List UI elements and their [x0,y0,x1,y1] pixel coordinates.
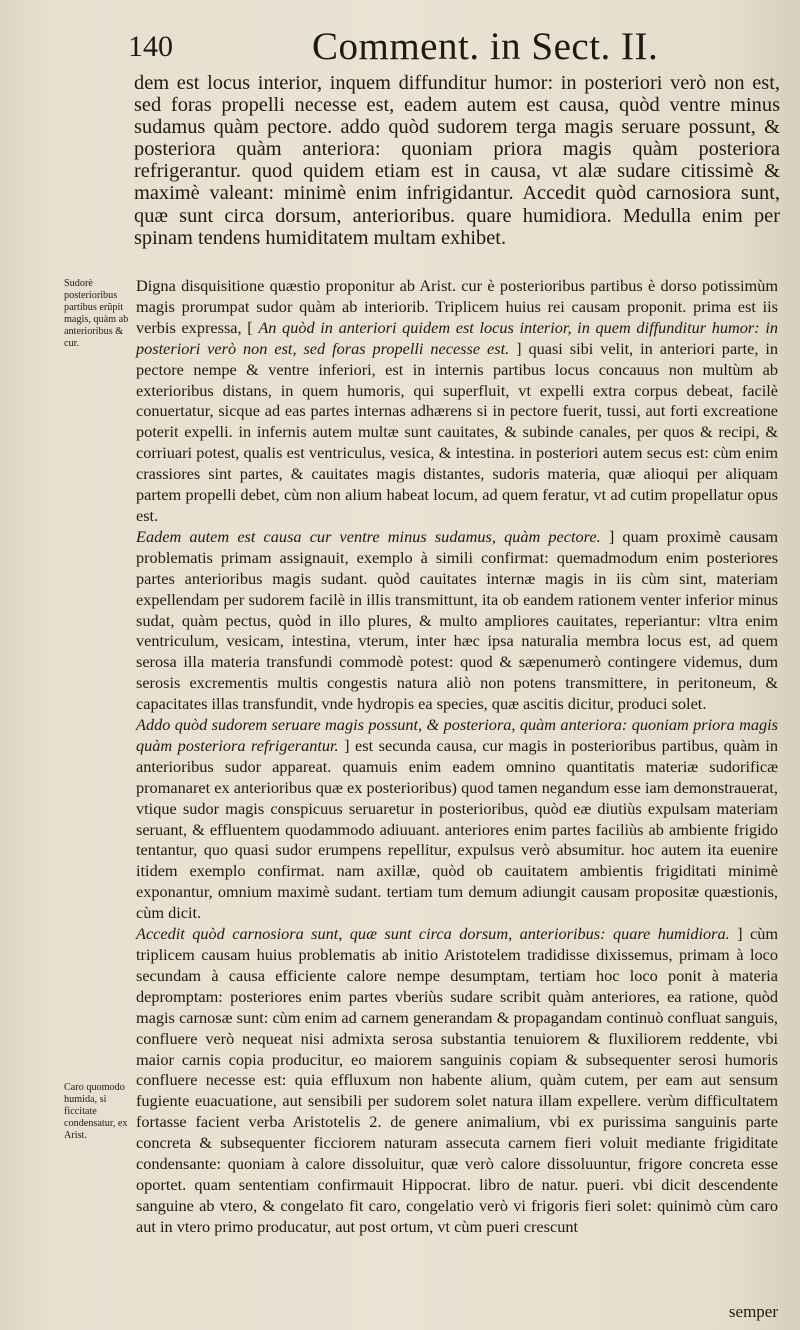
page-number: 140 [128,30,173,63]
commentary-paragraph [136,276,778,527]
running-title: Comment. in Sect. II. [312,25,659,68]
commentary-text: ] est secunda causa, cur magis in posterioribus partibus, quàm in anterioribus sudor appareat. quamuis enim eadem omnino quantitatis materiæ sudorificæ promanaret ex anterioribus quæ ex posterioribus) quod tamen negandum esse iam demonstrauerat, vtique sudor magis conspicuus seruaretur in posterioribus, quòd eæ diutiùs expulsam materiam seruant, & effluentem quodammodo adiuuant. anteriores enim partes faciliùs ab ambiente frigido tentantur, quo quasi sudor erumpens repellitur, expulsus verò absumitur. hoc autem ita euenire itidem exemplo confirmat. nam axillæ, quòd ob cauitatem ambientis frigiditati minimè exponantur, omnium maximè sudant. tertiam tum demum adiungit causam propositæ quæstionis, cùm dicit. [136,735,778,923]
commentary-block [136,276,778,1238]
margin-note: Sudorè posterioribus partibus erũpit magis, quàm ab anterioribus & cur. [64,278,129,350]
margin-note: Caro quomodo humida, si ficcitate condensatur, ex Arist. [64,1082,128,1142]
lemma-quotation: Addo quòd sudorem seruare magis possunt, & posteriora, quàm anteriora: quoniam priora magis quàm posteriora refrigerantur. [136,715,778,755]
commentary-text: ] quam proximè causam problematis primam assignauit, exemplo à simili confirmat: quemadmodum enim posteriores partes anterioribus magis sudant. quòd cauitates internæ magis in iis cùm sint, materiam expellendam per sudorem facilè in illis transmittunt, ita ob eandem rationem venter inferior minus sudat, quàm pectus, quòd in illo plures, & multo ampliores cauitates, reperiantur: vltra enim ventriculum, vesicam, intestina, vterum, inter hæc ipsa naturalia membra locus est, ad quem serosa illa materia transfundi commodè potest: quod & sæpenumerò contingere videmus, dum serosis excrementis multis congestis natura aliò non potens transmittere, in peritoneum, & capacitates illas transfundit, vnde hydropis ea species, quæ ascitis dicitur, produci solet. [136,526,778,714]
commentary-text: ] cùm triplicem causam huius problematis ab initio Aristotelem tradidisse dixissemus, primam à loco secundam à causa efficiente calore nempe desumptam, tertiam hoc loco ponit à materia depromptam: posteriores enim partes vberiùs sudare scribit quàm anteriores, ea ratione, quòd magis carnosæ sunt: cùm enim ad carnem generandam & propagandam continuò confluat sanguis, confluere verò nequeat nisi admixta serosa substantia tenuiorem & fluxiliorem reddente, vbi maior carnis copia producitur, eo maiorem sanguinis copiam & subsequenter serosi humoris confluere necesse est: quia effluxum non habente alium, quàm cutem, per eam aut sensum fugiente euacuatione, aut sensibili per sudorem solet natura illam expellere. verùm difficultatem fortasse facient verba Aristotelis 2. de genere animalium, vbi ex purissima sanguinis parte concreta & subsequenter ficciorem naturam assecuta carnem fieri voluit mediante frigiditate condensante: quoniam à calore dissoluitur, quæ verò calore dissoluuntur, frigore concreta esse oportet. quam sententiam confirmauit Hippocrat. libro de natur. pueri. vbi dicit descendente sanguine ab vtero, & congelato fit caro, congelatio verò vi frigoris fieri solet: quinimò cùm caro aut in vtero primo producatur, aut post ortum, vt cùm pueri crescunt [136,924,778,1236]
lemma-quotation: Eadem autem est causa cur ventre minus sudamus, quàm pectore. [136,526,601,546]
lemma-quotation: An quòd in anteriori quidem est locus interior, in quem diffunditur humor: in posteriori verò non est, sed foras propelli necesse est. [136,317,778,358]
aristotle-text-paragraph: dem est locus interior, inquem diffunditur humor: in posteriori verò non est, sed foras propelli necesse est, eadem autem est causa, quòd ventre minus sudamus quàm pectore. addo quòd sudorem terga magis seruare possunt, & posteriora quàm anteriora: quoniam priora magis quàm posteriora refrigerantur. quod quidem etiam est in causa, vt alæ sudare citissimè & maximè valeant: minimè enim infrigidantur. Accedit quòd carnosiora sunt, quæ sunt circa dorsum, anterioribus. quare humidiora. Medulla enim per spinam tendens humiditatem multam exhibet. [134,72,780,249]
aristotle-text-block [134,72,780,249]
commentary-paragraph [136,924,778,1238]
commentary-paragraph [136,715,778,924]
lemma-quotation: Accedit quòd carnosiora sunt, quæ sunt circa dorsum, anterioribus: quare humidiora. [136,924,730,944]
commentary-text: ] quasi sibi velit, in anteriori parte, in pectore nempe & ventre inferiori, est in internis partibus locus concauus non multùm ab exterioribus distans, in quem humoris, qui superfluit, vt expelli extra corpus debeat, facilè conuertatur, sicque ad eas partes internas adhærens si in pectore fuerit, tussi, aut forti excreatione poterit expelli. in infernis autem multæ sunt cauitates, & subinde canales, per quos & recipi, & corriuari potest, qualis est ventriculus, vesica, & intestina. in posteriori autem secus est: cùm enim crassiores sint partes, & cauitates magis distantes, sudoris materia, quæ alioqui per aliquam partem propelli debet, cùm non alium habeat locum, ad quem feratur, vt ad cutim propellatur opus est. [136,338,778,525]
running-head [128,24,788,74]
catchword: semper [728,1302,778,1321]
commentary-text: Digna disquisitione quæstio proponitur ab Arist. cur è posterioribus partibus è dorso potissimùm magis prorumpat sudor quàm ab interiorib. Triplicem huius rei causam proponit. prima est iis verbis expressa, [ [136,276,778,337]
commentary-paragraph [136,527,778,715]
